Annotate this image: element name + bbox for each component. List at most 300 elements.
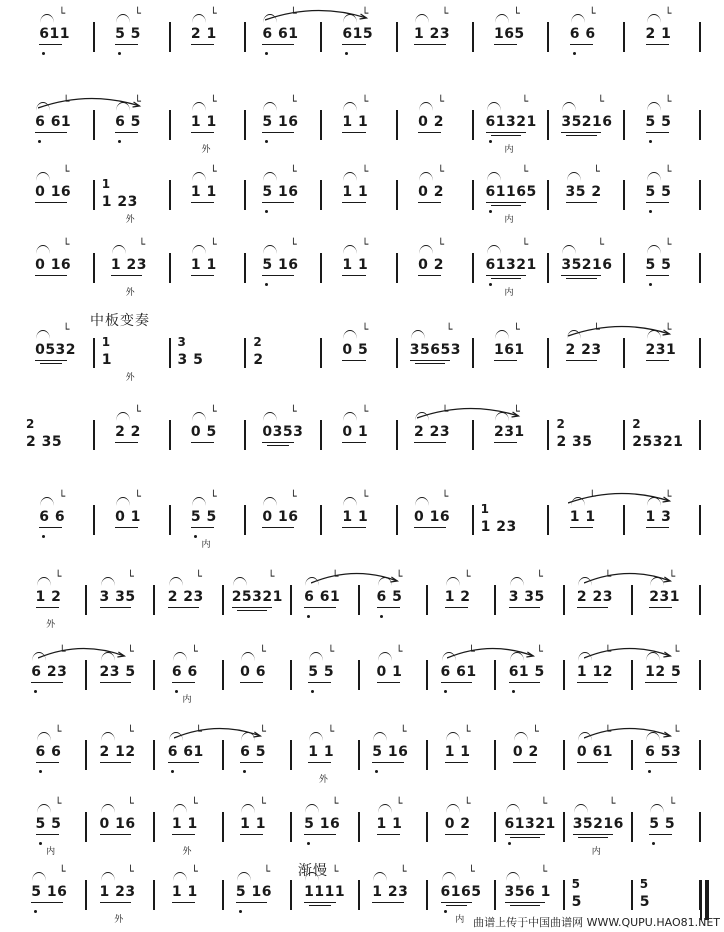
note-group: 1 1	[171, 884, 198, 900]
barline	[396, 110, 398, 140]
beam-line	[262, 275, 294, 276]
bowing-mark: └	[62, 323, 70, 336]
bowing-mark: └	[513, 405, 520, 418]
note-group: 1 1	[569, 509, 596, 525]
beam-line	[410, 360, 450, 361]
beam-line	[505, 834, 545, 835]
note-group: 61321	[485, 257, 537, 273]
ornament-slur	[647, 172, 661, 181]
note-group: 1 2	[444, 589, 471, 605]
beam-line	[418, 132, 441, 133]
barline	[358, 740, 360, 770]
beam-line	[262, 202, 294, 203]
note-group: 161	[493, 342, 525, 358]
fingering-annotation: 外	[125, 373, 135, 383]
beam-line	[100, 607, 132, 608]
beam-line	[513, 762, 536, 763]
barline	[93, 180, 95, 210]
octave-dot	[573, 52, 576, 55]
note-group: 3 35	[508, 589, 545, 605]
beam-line	[418, 202, 441, 203]
beam-line	[35, 360, 67, 361]
barline	[320, 180, 322, 210]
beam-line	[578, 837, 608, 838]
octave-dot	[489, 140, 492, 143]
octave-dot	[512, 690, 515, 693]
note-group: 5 16	[31, 884, 68, 900]
barline	[623, 180, 625, 210]
ornament-slur	[116, 14, 130, 23]
bowing-mark: └	[664, 323, 672, 336]
beam-line	[645, 762, 677, 763]
octave-dot	[42, 535, 45, 538]
barline	[169, 338, 171, 368]
bowing-mark: └	[127, 570, 134, 583]
bowing-mark: └	[259, 725, 266, 738]
beam-line	[577, 682, 609, 683]
note-group: 1 3	[645, 509, 672, 525]
bowing-mark: └	[263, 865, 271, 878]
barline	[169, 253, 171, 283]
octave-dot	[39, 842, 42, 845]
note-group: 35216	[561, 114, 613, 130]
note-group: 6 6	[569, 26, 596, 42]
ornament-slur	[510, 652, 524, 661]
barline	[290, 660, 292, 690]
beam-line	[377, 607, 400, 608]
note-group: 0 2	[418, 257, 445, 273]
barline	[472, 22, 474, 52]
ornament-slur	[562, 102, 576, 111]
barline	[320, 110, 322, 140]
fingering-annotation: 内	[455, 915, 465, 925]
barline	[547, 253, 549, 283]
beam-line	[342, 442, 365, 443]
note-group: 1 23	[110, 257, 147, 273]
note-group: 5 16	[304, 816, 341, 832]
fingering-annotation: 外	[201, 145, 211, 155]
note-group: 231	[493, 424, 525, 440]
note-group: 6 61	[35, 114, 72, 130]
beam-line	[649, 607, 672, 608]
note-group: 1 2	[35, 589, 62, 605]
bowing-mark: └	[327, 725, 335, 738]
barline	[699, 180, 701, 210]
note-group: 23 5	[99, 664, 136, 680]
note-group: 5 5	[115, 26, 141, 42]
ornament-slur	[571, 14, 585, 23]
bowing-mark: └	[540, 865, 548, 878]
bowing-mark: └	[58, 865, 66, 878]
note-group: 0 16	[262, 509, 299, 525]
beam-line	[372, 902, 404, 903]
barline	[472, 338, 474, 368]
octave-dot	[508, 842, 511, 845]
note-group: 35653	[409, 342, 461, 358]
ornament-slur	[116, 102, 130, 111]
bowing-mark: └	[604, 725, 612, 738]
octave-dot	[649, 140, 652, 143]
beam-line	[100, 682, 132, 683]
ornament-slur	[487, 172, 501, 181]
beam-line	[649, 834, 672, 835]
note-group: 1 1	[190, 114, 217, 130]
note-group: 1 1	[342, 184, 369, 200]
barline	[93, 420, 95, 450]
barline	[320, 420, 322, 450]
barline	[426, 740, 428, 770]
ornament-slur	[343, 14, 357, 23]
beam-line	[646, 44, 669, 45]
bowing-mark: └	[191, 797, 198, 810]
bowing-mark: └	[593, 323, 600, 336]
beam-line	[414, 442, 446, 443]
note-group: 2 1	[190, 26, 217, 42]
bowing-mark: └	[593, 165, 600, 178]
octave-dot	[652, 842, 655, 845]
barline	[631, 660, 633, 690]
barline	[93, 110, 95, 140]
note-group: 6165	[440, 884, 482, 900]
fingering-annotation: 内	[504, 288, 514, 298]
barline	[547, 420, 549, 450]
fingering-annotation: 外	[125, 215, 135, 225]
bowing-mark: └	[441, 490, 449, 503]
octave-dot	[265, 52, 268, 55]
barline	[472, 420, 474, 450]
barline	[222, 585, 224, 615]
beam-line	[377, 682, 400, 683]
bowing-mark: └	[195, 570, 202, 583]
chord-note: 2 35	[556, 434, 593, 450]
barline	[85, 660, 87, 690]
bowing-mark: └	[536, 570, 543, 583]
chord-note: 5	[639, 894, 651, 910]
bowing-mark: └	[513, 7, 520, 20]
octave-dot	[444, 690, 447, 693]
barline	[222, 740, 224, 770]
bowing-mark: └	[259, 797, 266, 810]
note-group: 0 2	[444, 816, 471, 832]
barline	[494, 880, 496, 910]
note-group: 1 1	[190, 257, 217, 273]
beam-line	[36, 762, 59, 763]
beam-line	[418, 275, 441, 276]
ornament-slur	[233, 577, 247, 586]
bowing-mark: └	[395, 645, 403, 658]
bowing-mark: └	[361, 490, 369, 503]
beam-line	[342, 202, 365, 203]
beam-line	[445, 762, 468, 763]
ornament-slur	[506, 804, 520, 813]
beam-line	[510, 905, 540, 906]
beam-line	[573, 834, 613, 835]
note-group: 0 2	[512, 744, 539, 760]
fingering-annotation: 内	[504, 145, 514, 155]
bowing-mark: └	[395, 570, 403, 583]
ornament-slur	[411, 330, 425, 339]
beam-line	[236, 902, 268, 903]
ornament-slur	[647, 14, 661, 23]
beam-line	[191, 44, 214, 45]
note-group: 615	[342, 26, 374, 42]
beam-line	[491, 135, 521, 136]
bowing-mark: └	[468, 645, 475, 658]
beam-line	[172, 902, 195, 903]
bowing-mark: └	[437, 95, 444, 108]
octave-dot	[265, 283, 268, 286]
ornament-slur	[446, 804, 460, 813]
barline	[547, 110, 549, 140]
note-group: 0 16	[35, 257, 72, 273]
ornament-slur	[510, 577, 524, 586]
barline	[699, 505, 701, 535]
note-group: 356 1	[504, 884, 551, 900]
note-group: 6 61	[304, 589, 341, 605]
barline	[699, 22, 701, 52]
bowing-mark: └	[540, 797, 548, 810]
note-group: 231	[645, 342, 677, 358]
barline	[396, 180, 398, 210]
barline	[358, 660, 360, 690]
note-group: 6 61	[262, 26, 299, 42]
chord-note: 2	[632, 417, 642, 431]
note-group: 5 5	[190, 509, 217, 525]
note-group: 2 23	[167, 589, 204, 605]
beam-line	[115, 527, 138, 528]
bowing-mark: └	[468, 865, 475, 878]
barline	[623, 420, 625, 450]
beam-line	[377, 834, 400, 835]
barline	[547, 338, 549, 368]
barline	[563, 660, 565, 690]
barline	[169, 180, 171, 210]
barline	[547, 22, 549, 52]
beam-line	[308, 762, 331, 763]
barline	[153, 585, 155, 615]
beam-line	[342, 275, 365, 276]
beam-line	[494, 442, 517, 443]
beam-line	[191, 132, 214, 133]
octave-dot	[175, 690, 178, 693]
note-group: 5 16	[235, 884, 272, 900]
bowing-mark: └	[521, 238, 529, 251]
beam-line	[35, 275, 67, 276]
ornament-slur	[495, 14, 509, 23]
barline	[623, 22, 625, 52]
beam-line	[262, 527, 294, 528]
note-group: 25321	[231, 589, 283, 605]
bowing-mark: └	[588, 7, 596, 20]
barline	[699, 253, 701, 283]
ornament-slur	[40, 14, 54, 23]
barline	[699, 812, 701, 842]
beam-line	[172, 682, 195, 683]
barline	[472, 505, 474, 535]
bowing-mark: └	[604, 645, 612, 658]
bowing-mark: └	[521, 95, 529, 108]
octave-dot	[265, 140, 268, 143]
note-group: 5 16	[262, 184, 299, 200]
fingering-annotation: 外	[125, 288, 135, 298]
barline	[320, 22, 322, 52]
beam-line	[100, 902, 132, 903]
octave-dot	[118, 52, 121, 55]
bowing-mark: └	[399, 725, 407, 738]
chord-note: 1 23	[480, 519, 517, 535]
beam-line	[191, 202, 214, 203]
beam-line	[566, 278, 596, 279]
bowing-mark: └	[361, 95, 369, 108]
barline	[547, 505, 549, 535]
note-group: 1 23	[99, 884, 136, 900]
note-group: 2 12	[99, 744, 136, 760]
note-group: 0 6	[240, 664, 266, 680]
beam-line	[168, 762, 200, 763]
bowing-mark: └	[672, 725, 680, 738]
bowing-mark: └	[463, 797, 471, 810]
bowing-mark: └	[138, 238, 146, 251]
note-group: 2 23	[576, 589, 613, 605]
barline	[93, 22, 95, 52]
barline	[699, 740, 701, 770]
barline	[153, 740, 155, 770]
bowing-mark: └	[210, 405, 217, 418]
octave-dot	[380, 615, 383, 618]
beam-line	[262, 44, 294, 45]
bowing-mark: └	[331, 797, 339, 810]
barline	[563, 740, 565, 770]
barline	[320, 338, 322, 368]
beam-line	[39, 527, 62, 528]
fingering-annotation: 内	[46, 847, 56, 857]
beam-line	[414, 527, 446, 528]
note-group: 231	[649, 589, 681, 605]
site-watermark: 曲谱上传于中国曲谱网 WWW.QUPU.HAO81.NET	[473, 916, 720, 929]
beam-line	[35, 132, 67, 133]
barline	[358, 812, 360, 842]
barline	[494, 812, 496, 842]
beam-line	[570, 44, 593, 45]
beam-line	[645, 682, 677, 683]
bowing-mark: └	[361, 323, 369, 336]
bowing-mark: └	[58, 645, 66, 658]
fingering-annotation: 外	[182, 847, 192, 857]
barline	[358, 585, 360, 615]
chord-note: 2 35	[26, 434, 63, 450]
beam-line	[441, 902, 473, 903]
chord-note: 1	[101, 335, 111, 349]
note-group: 1 1	[342, 114, 369, 130]
bowing-mark: └	[608, 797, 616, 810]
barline	[426, 585, 428, 615]
barline	[699, 585, 701, 615]
barline	[93, 338, 95, 368]
octave-dot	[649, 210, 652, 213]
barline	[426, 660, 428, 690]
beam-line	[415, 363, 445, 364]
bowing-mark: └	[437, 165, 444, 178]
barline	[472, 180, 474, 210]
beam-line	[509, 682, 541, 683]
bowing-mark: └	[191, 865, 198, 878]
note-group: 0 61	[576, 744, 613, 760]
beam-line	[100, 762, 132, 763]
bowing-mark: └	[290, 490, 297, 503]
beam-line	[342, 527, 365, 528]
barline	[169, 110, 171, 140]
bowing-mark: └	[664, 165, 672, 178]
beam-line	[342, 44, 365, 45]
chord-note: 2	[26, 417, 35, 431]
ornament-slur	[487, 245, 501, 254]
barline	[472, 253, 474, 283]
note-group: 1 23	[413, 26, 451, 42]
ornament-slur	[101, 872, 115, 881]
note-group: 0 5	[190, 424, 217, 440]
barline	[320, 505, 322, 535]
note-group: 5 5	[308, 664, 335, 680]
barline	[396, 505, 398, 535]
beam-line	[646, 527, 669, 528]
note-group: 0 2	[418, 114, 445, 130]
note-group: 6 5	[240, 744, 266, 760]
beam-line	[111, 275, 143, 276]
note-group: 1 1	[190, 184, 217, 200]
bowing-mark: └	[195, 725, 202, 738]
note-group: 1 1	[308, 744, 335, 760]
bowing-mark: └	[672, 645, 680, 658]
beam-line	[232, 607, 272, 608]
beam-line	[486, 202, 526, 203]
fingering-annotation: 内	[182, 695, 192, 705]
note-group: 0 1	[342, 424, 369, 440]
note-group: 5 16	[262, 257, 299, 273]
barline	[396, 338, 398, 368]
beam-line	[36, 607, 59, 608]
bowing-mark: └	[54, 570, 62, 583]
barline	[85, 812, 87, 842]
bowing-mark: └	[437, 238, 444, 251]
barline	[85, 880, 87, 910]
note-group: 5 5	[35, 816, 62, 832]
barline	[290, 812, 292, 842]
bowing-mark: └	[134, 95, 141, 108]
octave-dot	[34, 690, 37, 693]
octave-dot	[243, 770, 246, 773]
ornament-slur	[567, 172, 581, 181]
note-group: 0 5	[342, 342, 369, 358]
barline	[631, 880, 633, 910]
ornament-slur	[446, 732, 460, 741]
beam-line	[372, 762, 404, 763]
beam-line	[494, 360, 517, 361]
chord-note: 3	[177, 335, 187, 349]
note-group: 35216	[572, 816, 624, 832]
beam-line	[191, 442, 214, 443]
note-group: 35216	[561, 257, 613, 273]
barline	[244, 253, 246, 283]
beam-line	[646, 202, 669, 203]
octave-dot	[375, 770, 378, 773]
barline	[631, 740, 633, 770]
barline	[358, 880, 360, 910]
note-group: 0353	[262, 424, 304, 440]
ornament-slur	[571, 497, 585, 506]
beam-line	[446, 905, 468, 906]
bowing-mark: └	[536, 645, 543, 658]
barline	[85, 585, 87, 615]
